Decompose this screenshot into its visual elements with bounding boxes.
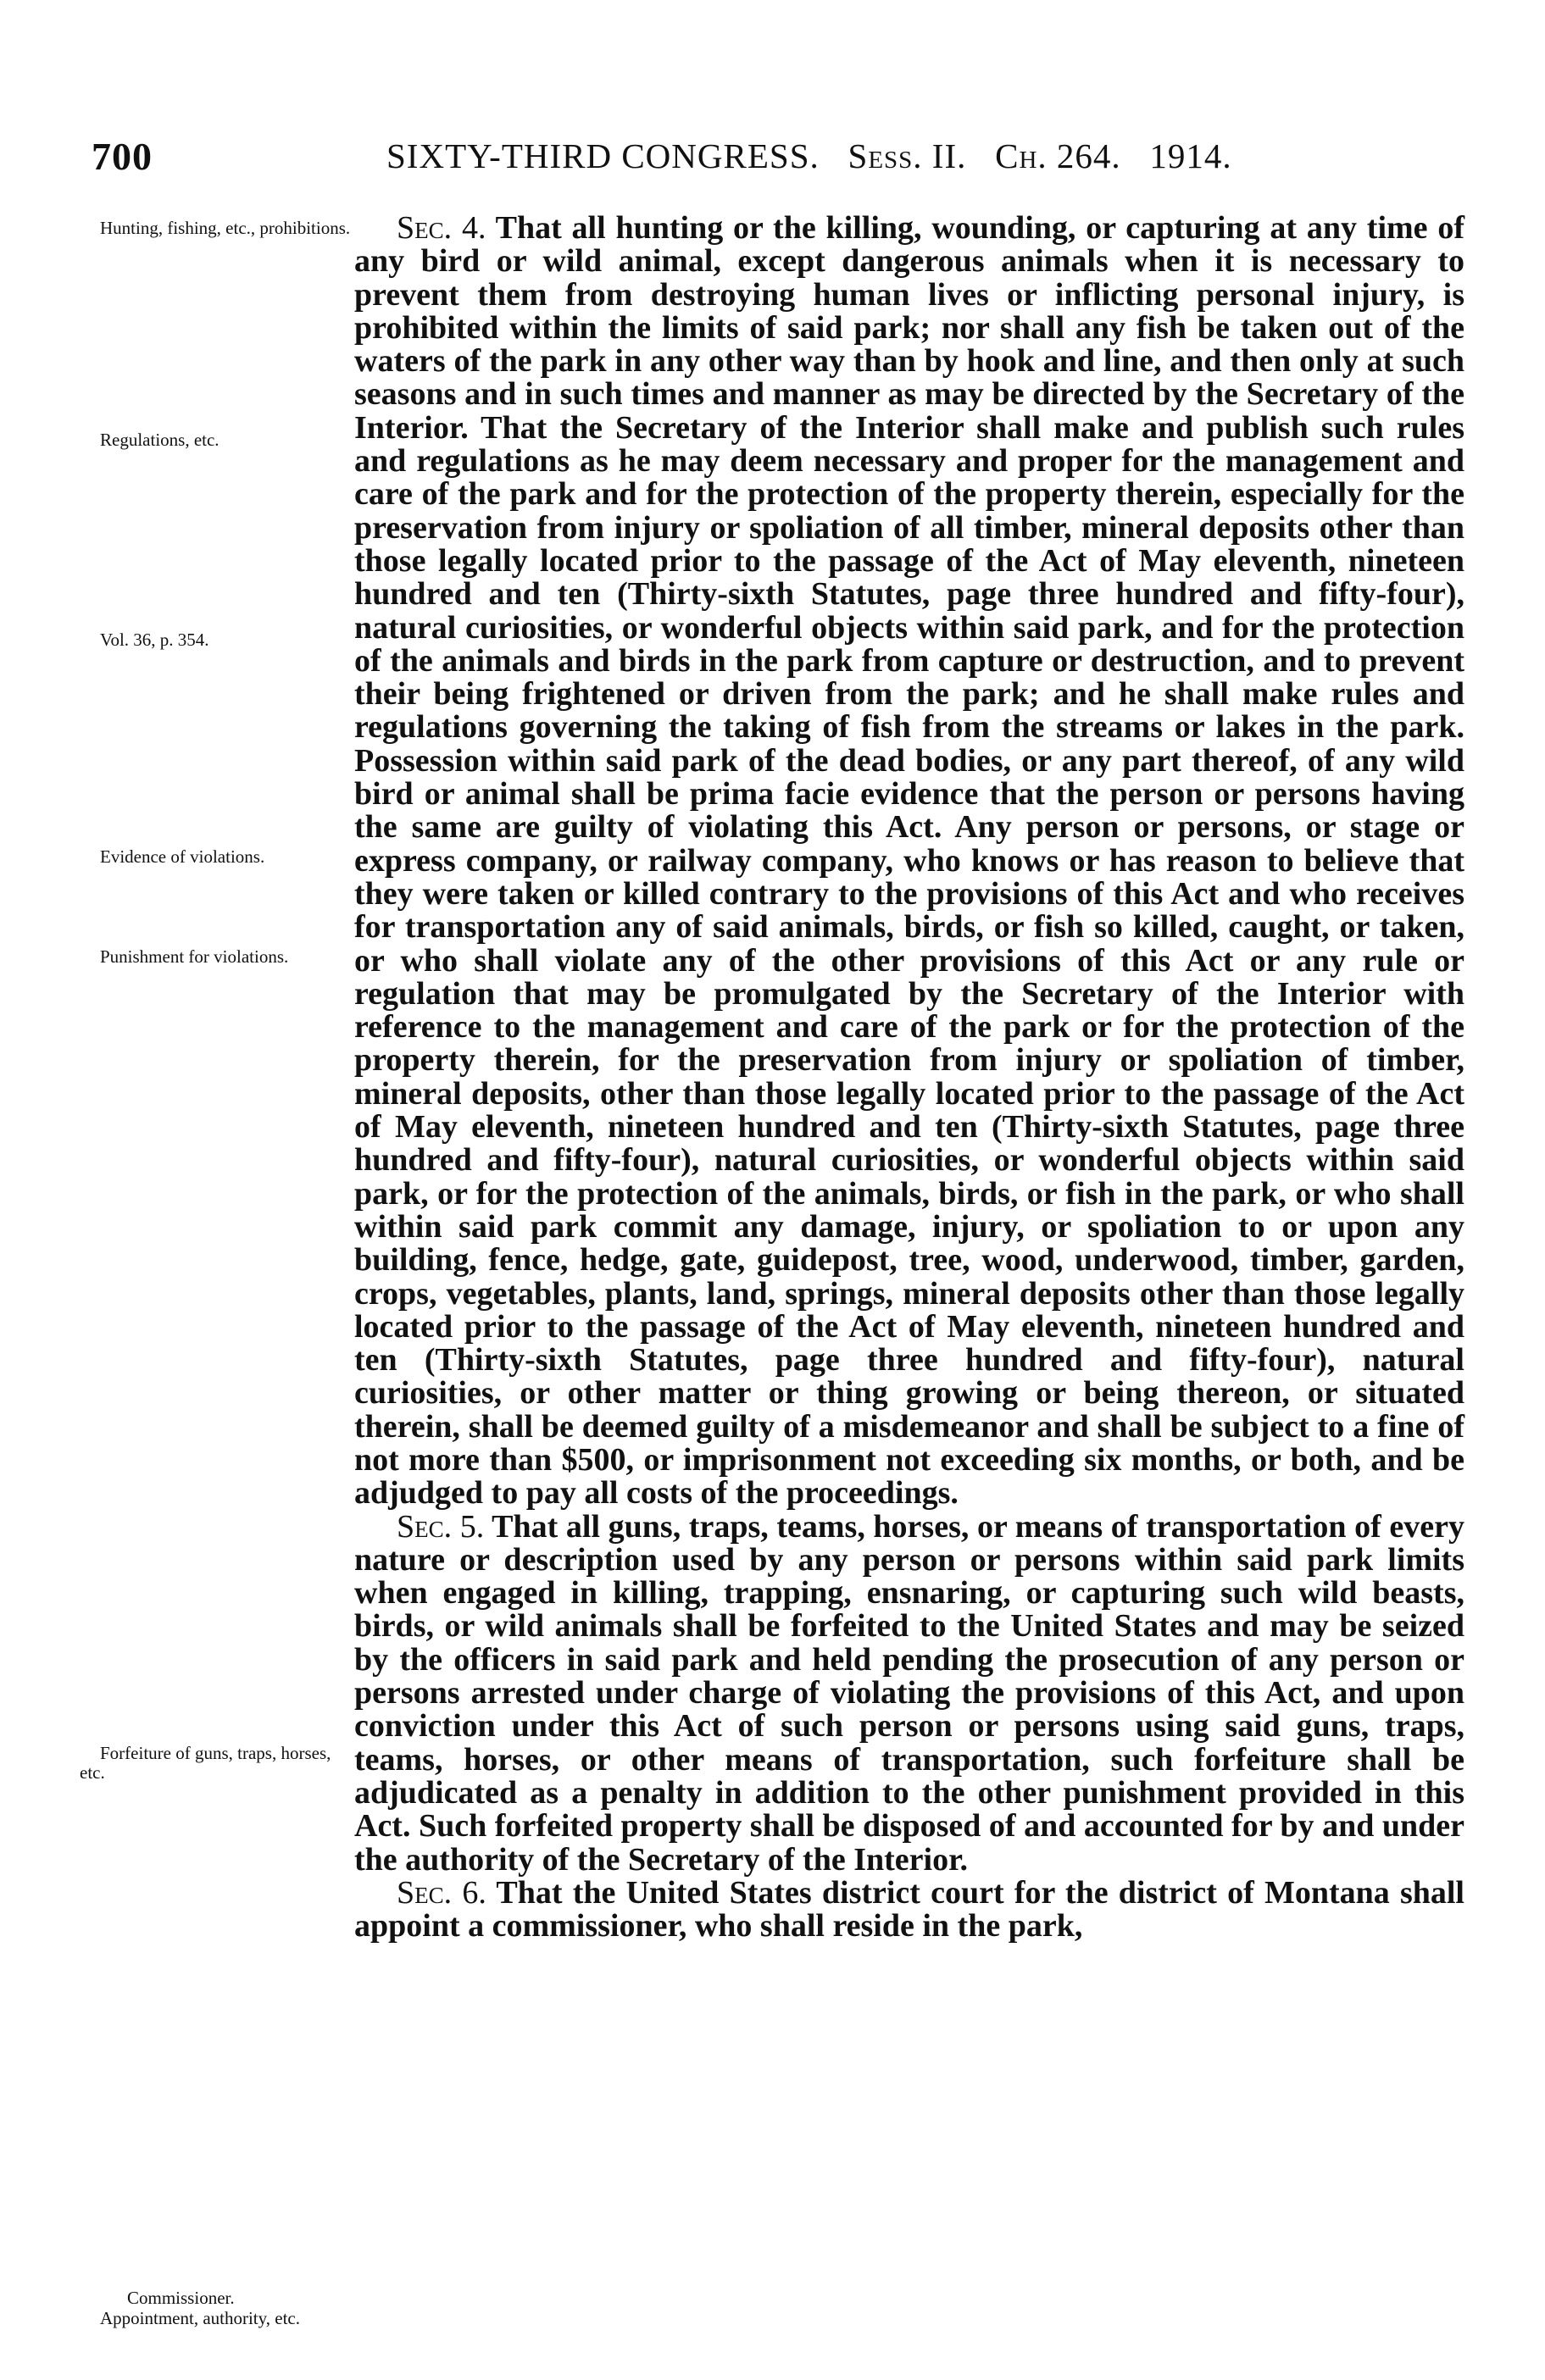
section-4-text: That all hunting or the killing, wounding, or capturing at any time of any bird or wild animal, except dangerous animals when it is necessary to prevent them from destroying human lives or inflicting personal injury, is prohibited within the limits of said park; nor shall any fish be taken out of the waters of the park in any other way than by hook and line, and then only at such seasons and in such times and manner as may be directed by the Secretary of the Interior. That the Secretary of the Interior shall make and publish such rules and regulations as he may deem necessary and proper for the management and care of the park and for the protection of the property therein, especially for the preservation from injury or spoliation of all timber, mineral deposits other than those legally located prior to the passage of the Act of May eleventh, nineteen hundred and ten (Thirty-sixth Statutes, page three hundred and fifty-four), natural curiosities, or wonderful objects within said park, and for the protection of the animals and birds in the park from capture or destruction, and to prevent their being frightened or driven from the park; and he shall make rules and regulations governing the taking of fish from the streams or lakes in the park. Possession within said park of the dead bodies, or any part thereof, of any wild bird or animal shall be prima facie evidence that the person or persons having the same are guilty of violating this Act. Any person or persons, or stage or express company, or railway company, who knows or has reason to believe that they were taken or killed contrary to the provisions of this Act and who receives for transportation any of said animals, birds, or fish so killed, caught, or taken, or who shall violate any of the other provisions of this Act or any rule or regulation that may be promulgated by the Secretary of the Interior with reference to the management and care of the park or for the protection of the property therein, for the preservation from injury or spoliation of timber, mineral deposits, other than those legally located prior to the passage of the Act of May eleventh, nineteen hundred and ten (Thirty-sixth Statutes, page three hundred and fifty-four), natural curiosities, or wonderful objects within said park, or for the protection of the animals, birds, or fish in the park, or who shall within said park commit any damage, injury, or spoliation to or upon any building, fence, hedge, gate, guidepost, tree, wood, underwood, timber, garden, crops, vegetables, plants, land, springs, mineral deposits other than those legally located prior to the passage of the Act of May eleventh, nineteen hundred and ten (Thirty-sixth Statutes, page three hundred and fifty-four), natural curiosities, or other matter or thing growing or being thereon, or situated therein, shall be deemed guilty of a misdemeanor and shall be subject to a fine of not more than $500, or imprisonment not exceeding six months, or both, and be adjudged to pay all costs of the proceedings.: [354, 210, 1464, 1512]
body-text: [354, 212, 1464, 1943]
margin-note-volume-ref: Vol. 36, p. 354.: [100, 630, 209, 650]
margin-note-regulations: Regulations, etc.: [100, 430, 220, 450]
running-head: [386, 136, 1488, 176]
margin-note-punishment: Punishment for violations.: [100, 946, 289, 967]
margin-note-evidence: Evidence of violations.: [100, 846, 265, 867]
margin-note-appointment: Appointment, authority, etc.: [100, 2308, 301, 2328]
section-4-label: Sec. 4.: [397, 210, 486, 246]
section-4: [354, 212, 1464, 1511]
margin-note-commissioner: Commissioner.: [127, 2288, 235, 2308]
running-head-session: Sess. II.: [848, 136, 967, 175]
section-6: [354, 1874, 1464, 1944]
margin-note-forfeiture: Forfeiture of guns, traps, horses, etc.: [80, 1743, 331, 1783]
section-6-text: That the United States district court for the district of Montana shall appoint a commissioner, who shall reside in the park,: [354, 1874, 1464, 1944]
section-6-label: Sec. 6.: [397, 1874, 486, 1911]
running-head-title: SIXTY-THIRD CONGRESS.: [386, 136, 820, 175]
section-5-text: That all guns, traps, teams, horses, or means of transportation of every nature or description used by any person or persons within said park limits when engaged in killing, trapping, ensnaring, or capturing such wild beasts, birds, or wild animals shall be forfeited to the United States and may be seized by the officers in said park and held pending the prosecution of any person or persons arrested under charge of violating the provisions of this Act, and upon conviction under this Act of such person or persons using said guns, traps, teams, horses, or other means of transportation, such forfeiture shall be adjudicated as a penalty in addition to the other punishment provided in this Act. Such forfeited property shall be disposed of and accounted for by and under the authority of the Secretary of the Interior.: [354, 1508, 1464, 1878]
margin-note-hunting: Hunting, fishing, etc., prohibitions.: [100, 218, 351, 238]
running-head-chapter: Ch. 264.: [995, 136, 1121, 175]
section-5-label: Sec. 5.: [397, 1508, 485, 1545]
page-number: 700: [92, 135, 153, 178]
running-head-year: 1914.: [1149, 136, 1232, 175]
section-5: [354, 1508, 1464, 1878]
